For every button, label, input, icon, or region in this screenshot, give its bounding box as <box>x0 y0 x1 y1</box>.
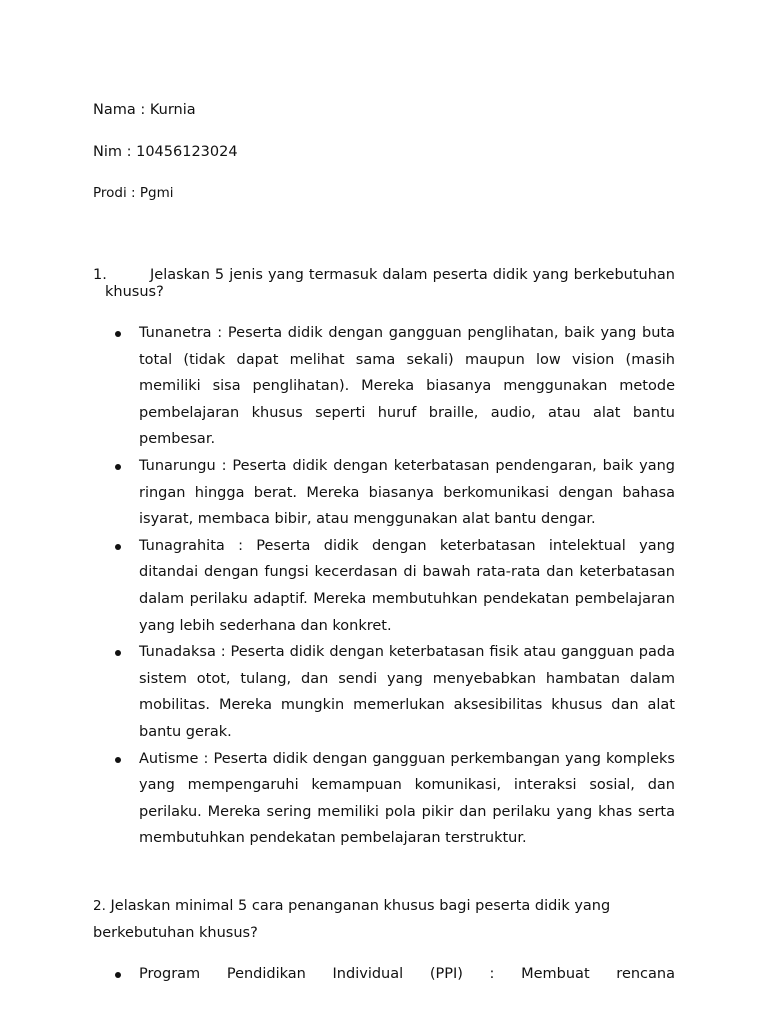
student-nim: Nim : 10456123024 <box>93 144 238 160</box>
list-item <box>93 453 675 533</box>
list-item-text: Tunanetra : Peserta didik dengan gangguan penglihatan, baik yang buta total (tidak dapat melihat sama sekali) maupun low vision (masih memiliki sisa penglihatan). Mereka biasanya menggunakan metode pembelajaran khusus seperti huruf braille, audio, atau alat bantu pembesar. <box>139 325 675 448</box>
question-2-number: 2. <box>93 898 106 914</box>
bullet-icon <box>115 544 121 550</box>
bullet-icon <box>115 972 121 978</box>
student-prodi: Prodi : Pgmi <box>93 185 174 201</box>
question-1-text: Jelaskan 5 jenis yang termasuk dalam peserta didik yang berkebutuhan khusus? <box>105 267 675 300</box>
list-item <box>93 639 675 745</box>
student-name: Nama : Kurnia <box>93 102 196 118</box>
list-item-text: Tunagrahita : Peserta didik dengan keterbatasan intelektual yang ditandai dengan fungsi kecerdasan di bawah rata-rata dan keterbatasan dalam perilaku adaptif. Mereka membutuhkan pendekatan pembelajaran yang lebih sederhana dan konkret. <box>139 537 675 634</box>
question-2 <box>93 893 675 947</box>
bullet-icon <box>115 464 121 470</box>
question-1 <box>93 267 675 301</box>
answer-2-list <box>93 961 675 988</box>
list-item-text: Tunadaksa : Peserta didik dengan keterbatasan fisik atau gangguan pada sistem otot, tulang, dan sendi yang menyebabkan hambatan dalam mobilitas. Mereka mungkin memerlukan aksesibilitas khusus dan alat bantu gerak. <box>139 644 675 740</box>
list-item <box>93 746 675 852</box>
bullet-icon <box>115 650 121 656</box>
answer-1-list <box>93 320 675 852</box>
bullet-icon <box>115 331 121 337</box>
question-1-number: 1. <box>93 267 107 283</box>
bullet-icon <box>115 757 121 763</box>
list-item-text: Tunarungu : Peserta didik dengan keterbatasan pendengaran, baik yang ringan hingga berat. Mereka biasanya berkomunikasi dengan bahasa isyarat, membaca bibir, atau menggunakan alat bantu dengar. <box>139 457 675 528</box>
question-2-text: Jelaskan minimal 5 cara penanganan khusus bagi peserta didik yang berkebutuhan khusus? <box>93 898 611 941</box>
list-item <box>93 320 675 453</box>
list-item <box>93 533 675 639</box>
list-item-text: Program Pendidikan Individual (PPI) : Membuat rencana <box>139 966 675 982</box>
list-item <box>93 961 675 988</box>
list-item-text: Autisme : Peserta didik dengan gangguan perkembangan yang kompleks yang mempengaruhi kemampuan komunikasi, interaksi sosial, dan perilaku. Mereka sering memiliki pola pikir dan perilaku yang khas serta membutuhkan pendekatan pembelajaran terstruktur. <box>139 750 675 847</box>
